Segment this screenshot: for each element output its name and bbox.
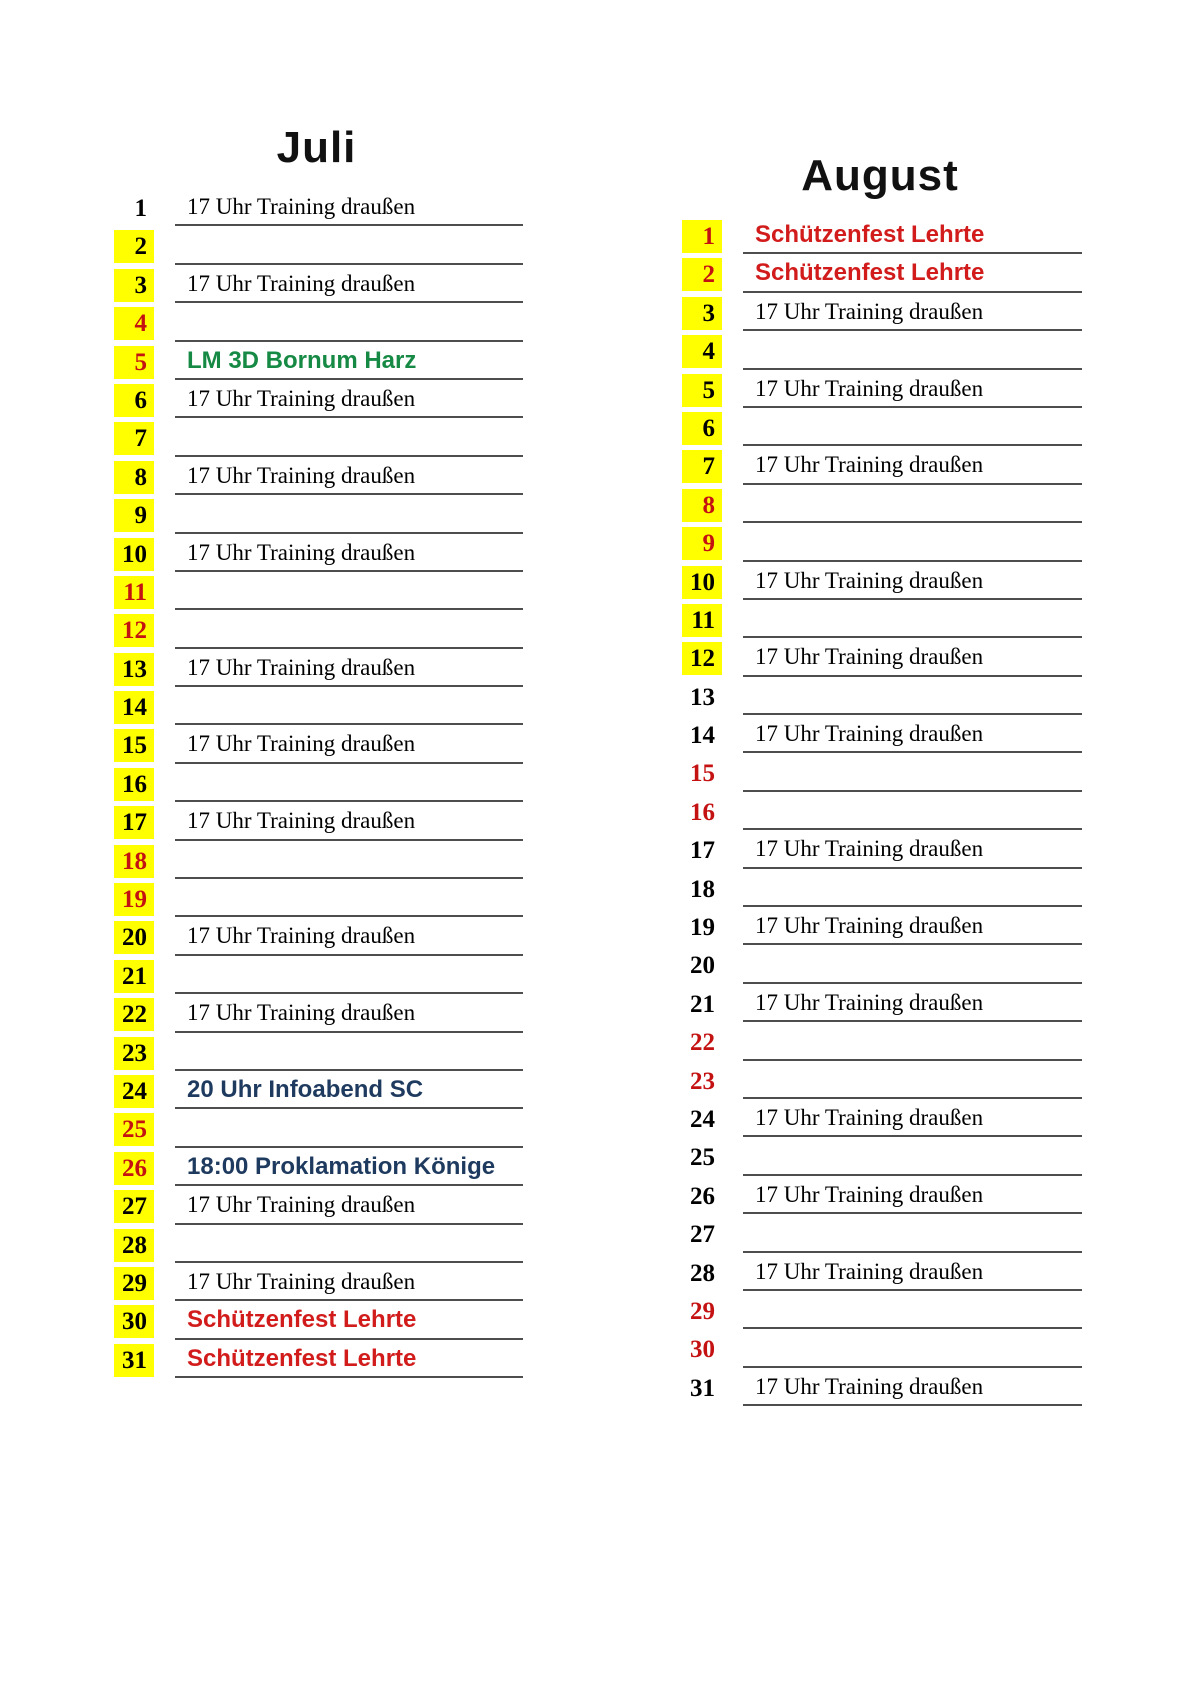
day-entry-text xyxy=(743,755,1082,791)
day-entry-text xyxy=(743,947,1082,983)
day-entry-text xyxy=(743,525,1082,561)
day-entry-text: 18:00 Proklamation Könige xyxy=(175,1150,523,1186)
calendar-day-row xyxy=(110,574,523,612)
day-number: 19 xyxy=(690,914,715,942)
day-number: 5 xyxy=(682,374,722,407)
day-number: 29 xyxy=(114,1267,154,1300)
day-entry-text xyxy=(175,574,523,610)
day-entry-text: Schützenfest Lehrte xyxy=(175,1342,523,1378)
day-number: 21 xyxy=(114,960,154,993)
day-number: 24 xyxy=(690,1105,715,1133)
calendar-day-row xyxy=(110,1188,523,1226)
day-number: 7 xyxy=(682,450,722,483)
calendar-day-row xyxy=(678,986,1082,1024)
day-number: 14 xyxy=(690,722,715,750)
day-number: 13 xyxy=(690,683,715,711)
day-entry-text xyxy=(743,794,1082,830)
calendar-day-row xyxy=(110,1035,523,1073)
day-number: 17 xyxy=(114,806,154,839)
day-number: 25 xyxy=(114,1113,154,1146)
calendar-day-row xyxy=(110,305,523,343)
day-number: 23 xyxy=(690,1067,715,1095)
day-number: 20 xyxy=(690,952,715,980)
day-entry-text: 17 Uhr Training draußen xyxy=(175,1265,523,1301)
day-number: 30 xyxy=(114,1305,154,1338)
day-entry-text: 17 Uhr Training draußen xyxy=(175,651,523,687)
day-number: 2 xyxy=(682,258,722,291)
calendar-day-row xyxy=(110,1265,523,1303)
day-number: 31 xyxy=(114,1344,154,1377)
day-number: 7 xyxy=(114,422,154,455)
day-number: 28 xyxy=(114,1229,154,1262)
day-number: 26 xyxy=(690,1182,715,1210)
day-entry-text: 17 Uhr Training draußen xyxy=(743,1178,1082,1214)
day-entry-text: Schützenfest Lehrte xyxy=(743,218,1082,254)
day-number: 19 xyxy=(114,883,154,916)
calendar-day-row xyxy=(678,487,1082,525)
day-number: 2 xyxy=(114,230,154,263)
calendar-day-row xyxy=(110,843,523,881)
calendar-day-row xyxy=(678,1178,1082,1216)
calendar-day-row xyxy=(678,1101,1082,1139)
day-number: 8 xyxy=(682,489,722,522)
calendar-day-row xyxy=(110,1342,523,1380)
calendar-day-row xyxy=(110,1150,523,1188)
day-entry-text: Schützenfest Lehrte xyxy=(743,256,1082,292)
calendar-day-row xyxy=(110,190,523,228)
calendar-day-row xyxy=(678,1139,1082,1177)
calendar-day-row xyxy=(678,602,1082,640)
day-entry-text: 17 Uhr Training draußen xyxy=(175,919,523,955)
day-entry-text: 17 Uhr Training draußen xyxy=(743,909,1082,945)
calendar-day-row xyxy=(678,794,1082,832)
day-entry-text xyxy=(743,410,1082,446)
calendar-day-row xyxy=(110,919,523,957)
day-number: 6 xyxy=(682,412,722,445)
day-entry-text xyxy=(743,1331,1082,1367)
calendar-day-row xyxy=(678,1370,1082,1408)
calendar-day-row xyxy=(678,871,1082,909)
day-entry-text: 17 Uhr Training draußen xyxy=(743,1370,1082,1406)
calendar-day-row xyxy=(110,536,523,574)
day-entry-text: LM 3D Bornum Harz xyxy=(175,344,523,380)
day-entry-text: 17 Uhr Training draußen xyxy=(743,986,1082,1022)
calendar-day-row xyxy=(110,497,523,535)
day-number: 9 xyxy=(114,499,154,532)
day-entry-text: 17 Uhr Training draußen xyxy=(175,727,523,763)
calendar-day-row xyxy=(110,1227,523,1265)
day-number: 28 xyxy=(690,1259,715,1287)
day-entry-text xyxy=(743,1216,1082,1252)
day-number: 18 xyxy=(690,875,715,903)
day-number: 20 xyxy=(114,921,154,954)
day-entry-text: 17 Uhr Training draußen xyxy=(175,536,523,572)
day-number: 12 xyxy=(114,614,154,647)
day-list xyxy=(110,190,523,1380)
calendar-day-row xyxy=(678,1331,1082,1369)
day-number: 26 xyxy=(114,1152,154,1185)
day-entry-text: 17 Uhr Training draußen xyxy=(743,832,1082,868)
calendar-day-row xyxy=(678,1024,1082,1062)
day-entry-text: 17 Uhr Training draußen xyxy=(743,295,1082,331)
calendar-day-row xyxy=(678,1216,1082,1254)
day-entry-text xyxy=(743,1024,1082,1060)
day-number: 22 xyxy=(114,998,154,1031)
calendar-day-row xyxy=(678,1063,1082,1101)
calendar-day-row xyxy=(110,996,523,1034)
month-title: August xyxy=(801,151,959,200)
day-number: 8 xyxy=(114,461,154,494)
day-number: 14 xyxy=(114,691,154,724)
calendar-day-row xyxy=(678,295,1082,333)
day-number: 10 xyxy=(682,566,722,599)
day-entry-text xyxy=(175,305,523,341)
day-entry-text xyxy=(743,1063,1082,1099)
day-entry-text: 17 Uhr Training draußen xyxy=(175,382,523,418)
calendar-day-row xyxy=(678,717,1082,755)
day-list xyxy=(678,218,1082,1408)
day-entry-text xyxy=(175,689,523,725)
day-number: 13 xyxy=(114,653,154,686)
day-number: 9 xyxy=(682,527,722,560)
calendar-day-row xyxy=(110,804,523,842)
calendar-day-row xyxy=(678,256,1082,294)
day-entry-text: 17 Uhr Training draußen xyxy=(743,372,1082,408)
day-entry-text: 17 Uhr Training draußen xyxy=(743,448,1082,484)
day-entry-text: 17 Uhr Training draußen xyxy=(175,459,523,495)
calendar-day-row xyxy=(110,344,523,382)
day-number: 18 xyxy=(114,845,154,878)
calendar-day-row xyxy=(678,448,1082,486)
calendar-day-row xyxy=(110,459,523,497)
calendar-day-row xyxy=(678,525,1082,563)
day-number: 4 xyxy=(114,307,154,340)
day-entry-text xyxy=(743,871,1082,907)
day-number: 17 xyxy=(690,837,715,865)
day-entry-text xyxy=(175,420,523,456)
day-entry-text xyxy=(743,487,1082,523)
day-number: 22 xyxy=(690,1029,715,1057)
calendar-day-row xyxy=(110,228,523,266)
day-number: 5 xyxy=(114,346,154,379)
day-entry-text xyxy=(743,602,1082,638)
day-entry-text: 17 Uhr Training draußen xyxy=(743,1255,1082,1291)
day-entry-text: 17 Uhr Training draußen xyxy=(743,564,1082,600)
day-entry-text: 17 Uhr Training draußen xyxy=(175,267,523,303)
month-title: Juli xyxy=(276,123,357,172)
day-entry-text xyxy=(175,612,523,648)
day-number: 1 xyxy=(134,195,147,222)
calendar-day-row xyxy=(110,1303,523,1341)
day-number: 29 xyxy=(690,1297,715,1325)
day-entry-text: 17 Uhr Training draußen xyxy=(175,996,523,1032)
day-entry-text: 20 Uhr Infoabend SC xyxy=(175,1073,523,1109)
day-number: 25 xyxy=(690,1144,715,1172)
day-entry-text: 17 Uhr Training draußen xyxy=(743,1101,1082,1137)
calendar-day-row xyxy=(678,564,1082,602)
day-entry-text xyxy=(175,843,523,879)
day-number: 23 xyxy=(114,1037,154,1070)
calendar-day-row xyxy=(110,1111,523,1149)
day-number: 12 xyxy=(682,642,722,675)
day-entry-text: Schützenfest Lehrte xyxy=(175,1303,523,1339)
day-entry-text xyxy=(175,766,523,802)
month-column-juli xyxy=(110,122,523,1380)
calendar-day-row xyxy=(110,1073,523,1111)
calendar-day-row xyxy=(678,1293,1082,1331)
day-entry-text xyxy=(175,497,523,533)
day-number: 27 xyxy=(690,1221,715,1249)
calendar-day-row xyxy=(678,218,1082,256)
day-entry-text: 17 Uhr Training draußen xyxy=(175,804,523,840)
day-number: 10 xyxy=(114,538,154,571)
day-number: 11 xyxy=(114,576,154,609)
calendar-day-row xyxy=(110,958,523,996)
calendar-day-row xyxy=(110,382,523,420)
calendar-day-row xyxy=(678,410,1082,448)
day-entry-text xyxy=(175,1035,523,1071)
calendar-day-row xyxy=(110,766,523,804)
day-number: 24 xyxy=(114,1075,154,1108)
calendar-day-row xyxy=(678,333,1082,371)
day-number: 16 xyxy=(114,768,154,801)
day-number: 6 xyxy=(114,384,154,417)
day-entry-text: 17 Uhr Training draußen xyxy=(175,1188,523,1224)
calendar-day-row xyxy=(110,267,523,305)
day-number: 11 xyxy=(682,604,722,637)
day-number: 21 xyxy=(690,990,715,1018)
calendar-day-row xyxy=(678,947,1082,985)
calendar-day-row xyxy=(110,727,523,765)
calendar-day-row xyxy=(678,372,1082,410)
day-entry-text xyxy=(743,333,1082,369)
day-entry-text: 17 Uhr Training draußen xyxy=(743,640,1082,676)
day-entry-text: 17 Uhr Training draußen xyxy=(175,190,523,226)
day-entry-text xyxy=(175,881,523,917)
calendar-day-row xyxy=(110,612,523,650)
calendar-day-row xyxy=(678,640,1082,678)
day-number: 15 xyxy=(114,729,154,762)
day-number: 30 xyxy=(690,1336,715,1364)
day-entry-text xyxy=(743,679,1082,715)
calendar-day-row xyxy=(678,679,1082,717)
day-entry-text: 17 Uhr Training draußen xyxy=(743,717,1082,753)
day-number: 27 xyxy=(114,1190,154,1223)
calendar-day-row xyxy=(110,689,523,727)
day-number: 1 xyxy=(682,220,722,253)
day-entry-text xyxy=(743,1293,1082,1329)
day-number: 31 xyxy=(690,1374,715,1402)
day-entry-text xyxy=(175,958,523,994)
calendar-day-row xyxy=(678,909,1082,947)
day-number: 3 xyxy=(682,297,722,330)
day-number: 3 xyxy=(114,269,154,302)
day-number: 16 xyxy=(690,798,715,826)
calendar-day-row xyxy=(678,755,1082,793)
calendar-day-row xyxy=(110,651,523,689)
calendar-day-row xyxy=(110,420,523,458)
day-entry-text xyxy=(175,1227,523,1263)
calendar-day-row xyxy=(110,881,523,919)
day-number: 15 xyxy=(690,760,715,788)
day-entry-text xyxy=(175,228,523,264)
day-entry-text xyxy=(743,1139,1082,1175)
day-number: 4 xyxy=(682,335,722,368)
day-entry-text xyxy=(175,1111,523,1147)
calendar-day-row xyxy=(678,832,1082,870)
month-column-august xyxy=(678,150,1082,1408)
calendar-day-row xyxy=(678,1255,1082,1293)
